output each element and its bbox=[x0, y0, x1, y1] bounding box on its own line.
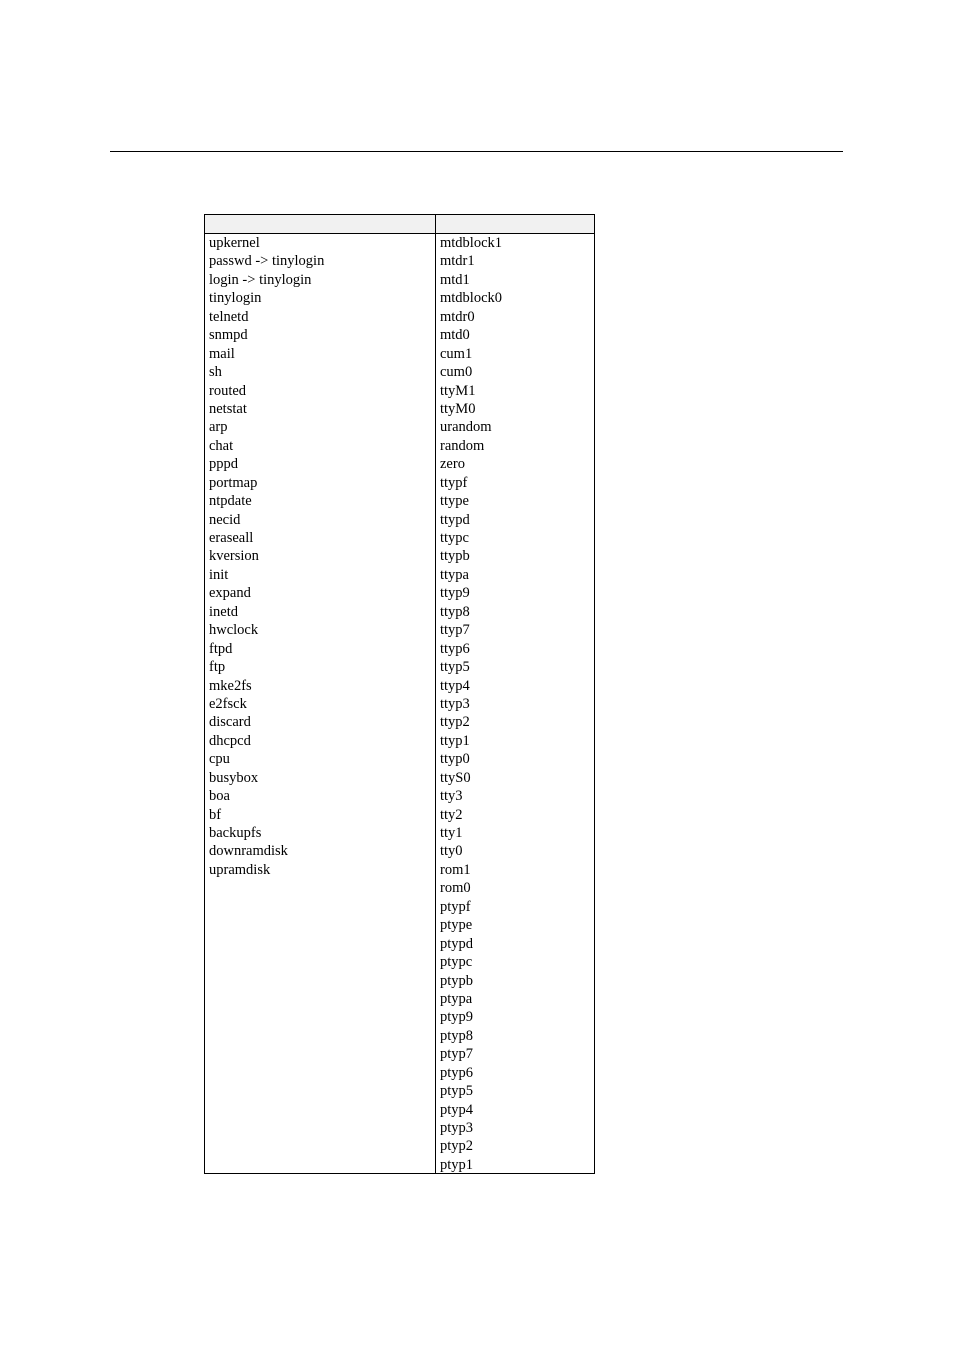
left-column-cell: upkernel bbox=[209, 235, 260, 251]
right-column-cell: ttyp2 bbox=[440, 714, 470, 731]
header-rule bbox=[110, 151, 843, 152]
right-column-cell: tty1 bbox=[440, 825, 463, 841]
right-column-cell: mtd1 bbox=[440, 271, 470, 288]
right-column-cell: ttyp4 bbox=[440, 677, 470, 694]
right-column-cell: ptyp6 bbox=[440, 1064, 474, 1081]
right-column-cell: ptype bbox=[440, 917, 473, 934]
right-column-cell: ptypb bbox=[440, 972, 474, 989]
right-column-cell: mtdr1 bbox=[440, 253, 475, 270]
left-column-cell: expand bbox=[209, 585, 251, 602]
left-column-cell: upramdisk bbox=[209, 861, 271, 878]
left-column-cell: busybox bbox=[209, 769, 259, 786]
left-column-list bbox=[209, 234, 431, 879]
left-column-cell: arp bbox=[209, 419, 228, 436]
right-column-cell: ptypf bbox=[440, 898, 471, 915]
left-column-cell: tinylogin bbox=[209, 290, 262, 307]
right-column-cell: tty0 bbox=[440, 843, 463, 860]
left-column-cell: ntpdate bbox=[209, 493, 252, 510]
right-column-cell: ptyp7 bbox=[440, 1046, 474, 1063]
right-column-cell: ttyp6 bbox=[440, 640, 470, 657]
left-column-cell: mail bbox=[209, 345, 235, 362]
table-header-row bbox=[205, 215, 594, 234]
right-column-cell: ptypd bbox=[440, 935, 474, 952]
right-column-cell: mtd0 bbox=[440, 327, 470, 344]
left-column-cell: pppd bbox=[209, 456, 238, 473]
right-column-cell: cum1 bbox=[440, 345, 473, 362]
right-column-cell: ttyp1 bbox=[440, 732, 470, 749]
left-column-cell: cpu bbox=[209, 751, 230, 768]
right-column-cell: ttyp0 bbox=[440, 751, 470, 768]
right-column-cell: ttype bbox=[440, 493, 469, 510]
right-column-cell: ptyp5 bbox=[440, 1083, 474, 1100]
left-column-cell: boa bbox=[209, 788, 230, 805]
left-column-cell: passwd -> tinylogin bbox=[209, 253, 325, 270]
left-column-cell: discard bbox=[209, 714, 251, 731]
left-column-cell: necid bbox=[209, 511, 241, 528]
right-column-cell: ttypa bbox=[440, 566, 469, 583]
right-column-cell: ptypa bbox=[440, 990, 473, 1007]
left-column-cell: eraseall bbox=[209, 530, 254, 546]
right-column-cell: urandom bbox=[440, 419, 492, 436]
right-column-cell: ptyp4 bbox=[440, 1101, 474, 1118]
right-column-cell: tty2 bbox=[440, 806, 463, 823]
left-column-cell: portmap bbox=[209, 474, 258, 491]
left-column-cell: login -> tinylogin bbox=[209, 271, 312, 288]
left-column-cell: backupfs bbox=[209, 825, 262, 841]
right-column-cell: ptyp1 bbox=[440, 1156, 474, 1173]
right-column-cell: ptyp8 bbox=[440, 1027, 474, 1044]
right-column-cell: ttypc bbox=[440, 530, 469, 546]
right-column-cell: cum0 bbox=[440, 364, 473, 381]
left-column-cell: downramdisk bbox=[209, 843, 288, 860]
left-column-cell: hwclock bbox=[209, 622, 259, 639]
left-column-cell: chat bbox=[209, 437, 234, 454]
left-column-cell: dhcpcd bbox=[209, 732, 251, 749]
left-column-cell: inetd bbox=[209, 603, 238, 620]
file-table bbox=[204, 214, 595, 1174]
left-column-cell: telnetd bbox=[209, 308, 249, 325]
right-column-cell: ttyp8 bbox=[440, 603, 470, 620]
column-divider bbox=[435, 215, 436, 1173]
right-column-cell: ttyM1 bbox=[440, 382, 476, 399]
right-column-cell: ttyp3 bbox=[440, 695, 470, 712]
left-column-cell: sh bbox=[209, 364, 222, 381]
right-column-cell: ptyp3 bbox=[440, 1120, 474, 1136]
left-column-cell: routed bbox=[209, 382, 247, 399]
right-column-list bbox=[440, 234, 590, 1174]
right-column-cell: ptyp9 bbox=[440, 1009, 474, 1026]
right-column-cell: random bbox=[440, 437, 485, 454]
right-column-cell: mtdr0 bbox=[440, 308, 475, 325]
left-column-cell: netstat bbox=[209, 400, 247, 417]
left-column-cell: ftpd bbox=[209, 640, 233, 657]
left-column-cell: mke2fs bbox=[209, 677, 252, 694]
right-column-cell: mtdblock0 bbox=[440, 290, 503, 307]
right-column-cell: ttypd bbox=[440, 511, 470, 528]
right-column-cell: ptypc bbox=[440, 954, 473, 971]
left-column-cell: snmpd bbox=[209, 327, 248, 344]
left-column-cell: init bbox=[209, 566, 229, 583]
right-column-cell: rom0 bbox=[440, 880, 471, 897]
right-column-cell: ttyp9 bbox=[440, 585, 470, 602]
left-column-cell: bf bbox=[209, 806, 222, 823]
right-column-cell: ttypb bbox=[440, 548, 470, 565]
left-column-cell: ftp bbox=[209, 659, 226, 676]
left-column-cell: e2fsck bbox=[209, 695, 247, 712]
right-column-cell: zero bbox=[440, 456, 465, 473]
left-column-cell: kversion bbox=[209, 548, 259, 565]
right-column-cell: ttyp7 bbox=[440, 622, 470, 639]
right-column-cell: ttyp5 bbox=[440, 659, 470, 676]
right-column-cell: ttyS0 bbox=[440, 769, 471, 786]
right-column-cell: rom1 bbox=[440, 861, 471, 878]
right-column-cell: tty3 bbox=[440, 788, 463, 805]
right-column-cell: ttyM0 bbox=[440, 400, 476, 417]
right-column-cell: mtdblock1 bbox=[440, 235, 503, 251]
right-column-cell: ttypf bbox=[440, 474, 468, 491]
right-column-cell: ptyp2 bbox=[440, 1138, 474, 1155]
